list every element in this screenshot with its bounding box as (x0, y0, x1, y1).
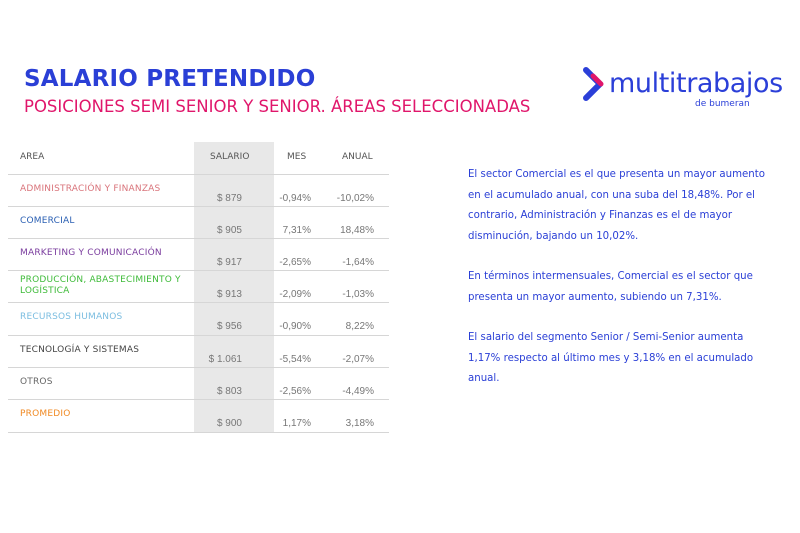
salario-value: $ 1.061 (208, 354, 242, 365)
header-anual: ANUAL (342, 152, 373, 162)
anual-value: 8,22% (345, 321, 374, 332)
mes-value: 1,17% (282, 418, 311, 429)
anual-value: -1,64% (342, 257, 374, 268)
table-row (8, 270, 389, 302)
salario-value: $ 956 (216, 321, 242, 332)
anual-value: -10,02% (336, 193, 374, 204)
area-label: MARKETING Y COMUNICACIÓN (20, 248, 162, 258)
area-label: COMERCIAL (20, 216, 75, 226)
area-label: TECNOLOGÍA Y SISTEMAS (20, 345, 140, 355)
mes-value: -5,54% (279, 354, 311, 365)
mes-value: -2,09% (279, 289, 311, 300)
mes-value: -2,56% (279, 386, 311, 397)
header-salario: SALARIO (210, 152, 250, 162)
salario-value: $ 803 (216, 386, 242, 397)
logo-tagline: de bumeran (695, 99, 750, 109)
chevron-logo-icon (583, 66, 609, 102)
area-label: ADMINISTRACIÓN Y FINANZAS (20, 184, 161, 194)
commentary-paragraph: El sector Comercial es el que presenta un mayor aumento en el acumulado anual, con una suba del 18,48%. Por el contrario, Administración y Finanzas es el de mayor disminución, bajando un 10,02%. (468, 169, 765, 242)
salary-table (8, 142, 389, 433)
area-label: OTROS (20, 377, 53, 387)
anual-value: -1,03% (342, 289, 374, 300)
mes-value: 7,31% (282, 225, 311, 236)
table-row-promedio (8, 399, 389, 431)
anual-value: 18,48% (340, 225, 374, 236)
page-title: SALARIO PRETENDIDO (24, 66, 316, 92)
commentary-paragraph: En términos intermensuales, Comercial es el sector que presenta un mayor aumento, subiendo un 7,31%. (468, 271, 753, 303)
mes-value: -0,94% (279, 193, 311, 204)
area-label: PROMEDIO (20, 409, 71, 419)
commentary-paragraph: El salario del segmento Senior / Semi-Senior aumenta 1,17% respecto al último mes y 3,18% en el acumulado anual. (468, 332, 754, 384)
commentary (468, 165, 768, 410)
salario-value: $ 900 (216, 418, 242, 429)
multitrabajos-logo (583, 66, 793, 116)
header-mes: MES (287, 152, 307, 162)
anual-value: 3,18% (345, 418, 374, 429)
table-row (8, 174, 389, 206)
header-area: AREA (20, 152, 45, 162)
table-row (8, 302, 389, 334)
page-subtitle: POSICIONES SEMI SENIOR Y SENIOR. ÁREAS SELECCIONADAS (24, 97, 531, 116)
salario-value: $ 879 (216, 193, 242, 204)
mes-value: -2,65% (279, 257, 311, 268)
table-bottom-rule (8, 432, 389, 433)
table-row (8, 238, 389, 270)
salario-value: $ 917 (216, 257, 242, 268)
table-row (8, 367, 389, 399)
logo-wordmark: multitrabajos (609, 68, 783, 99)
table-row (8, 335, 389, 367)
salario-value: $ 905 (216, 225, 242, 236)
table-row (8, 206, 389, 238)
anual-value: -2,07% (342, 354, 374, 365)
anual-value: -4,49% (342, 386, 374, 397)
area-label: RECURSOS HUMANOS (20, 312, 123, 322)
area-label: PRODUCCIÓN, ABASTECIMIENTO Y LOGÍSTICA (20, 275, 181, 296)
salario-value: $ 913 (216, 289, 242, 300)
mes-value: -0,90% (279, 321, 311, 332)
